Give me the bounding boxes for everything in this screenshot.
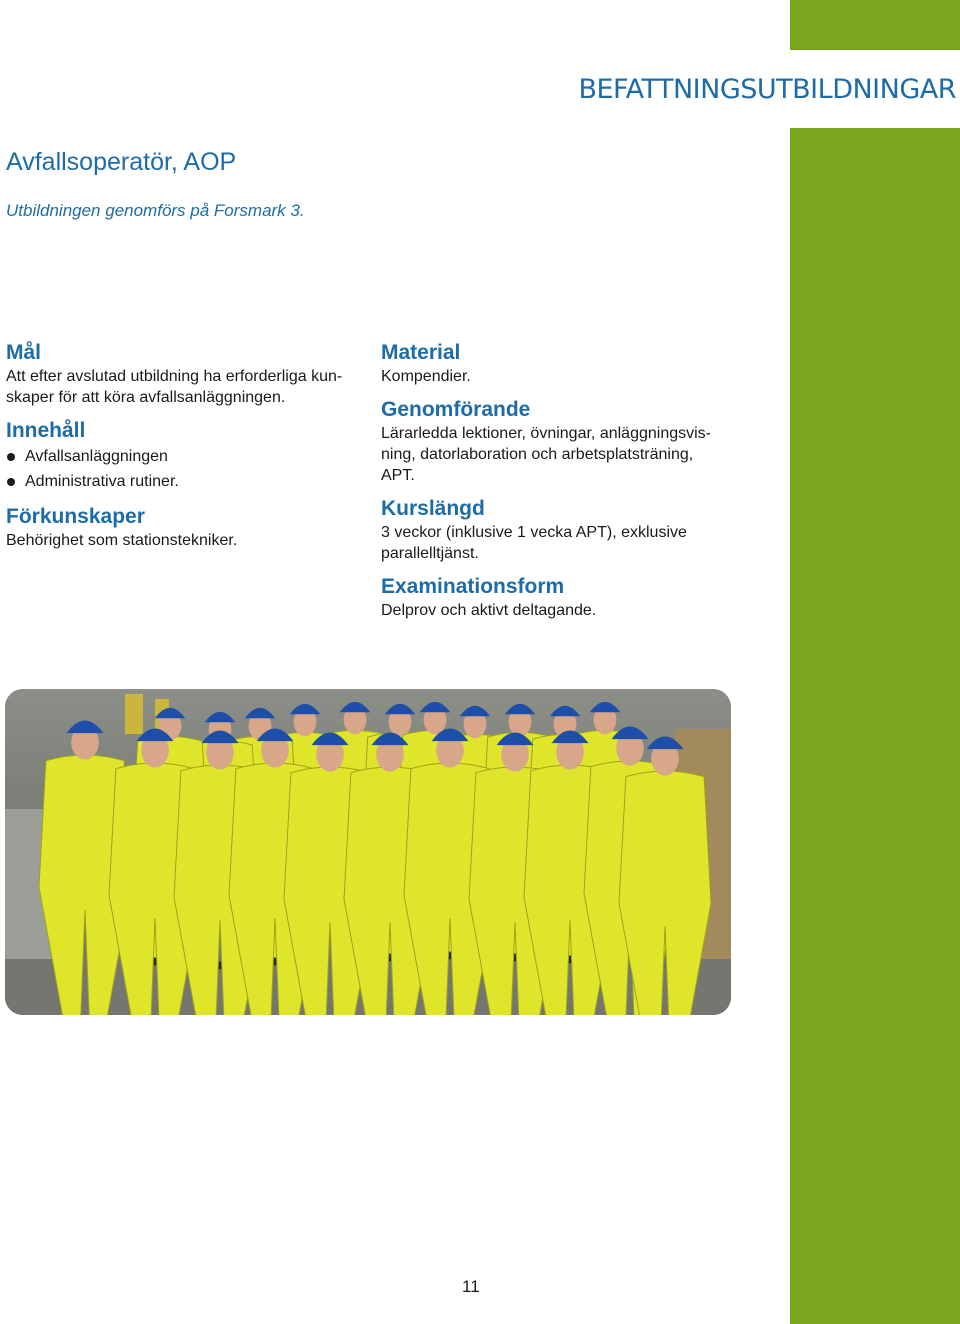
left-column (6, 340, 351, 561)
document-title: Avfallsoperatör, AOP (6, 148, 237, 176)
goal-heading: Mål (6, 341, 42, 364)
document-subtitle: Utbildningen genomförs på Forsmark 3. (6, 201, 305, 220)
duration-heading: Kurslängd (381, 497, 485, 520)
list-item: Avfallsanläggningen (6, 444, 351, 469)
green-side-bar (790, 128, 960, 1324)
material-text: Kompendier. (381, 368, 471, 385)
list-item: Administrativa rutiner. (6, 469, 351, 494)
duration-line-2: parallelltjänst. (381, 545, 479, 562)
exam-heading: Examinationsform (381, 575, 565, 598)
goal-line-2: skaper för att köra avfallsanläggningen. (6, 389, 286, 406)
execution-line-1: Lärarledda lektioner, övningar, anläggningsvis- (381, 425, 711, 442)
green-corner-tab (790, 0, 960, 50)
execution-line-3: APT. (381, 467, 415, 484)
prerequisites-heading: Förkunskaper (6, 505, 145, 528)
duration-line-1: 3 veckor (inklusive 1 vecka APT), exklusive (381, 524, 687, 541)
goal-line-1: Att efter avslutad utbildning ha erforderliga kun- (6, 368, 343, 385)
prerequisites-text: Behörighet som stationstekniker. (6, 532, 238, 549)
page-number: 11 (462, 1277, 480, 1296)
content-heading: Innehåll (6, 419, 86, 442)
right-column (381, 340, 731, 631)
goal-text (6, 366, 351, 408)
exam-text: Delprov och aktivt deltagande. (381, 602, 597, 619)
execution-line-2: ning, datorlaboration och arbetsplatsträning, (381, 446, 694, 463)
content-list (6, 444, 351, 494)
execution-text (381, 423, 731, 486)
section-header: BEFATTNINGSUTBILDNINGAR (578, 74, 956, 105)
group-photo-illustration (5, 689, 731, 1015)
execution-heading: Genomförande (381, 398, 531, 421)
material-heading: Material (381, 341, 461, 364)
group-photo (5, 689, 731, 1015)
duration-text (381, 522, 731, 564)
